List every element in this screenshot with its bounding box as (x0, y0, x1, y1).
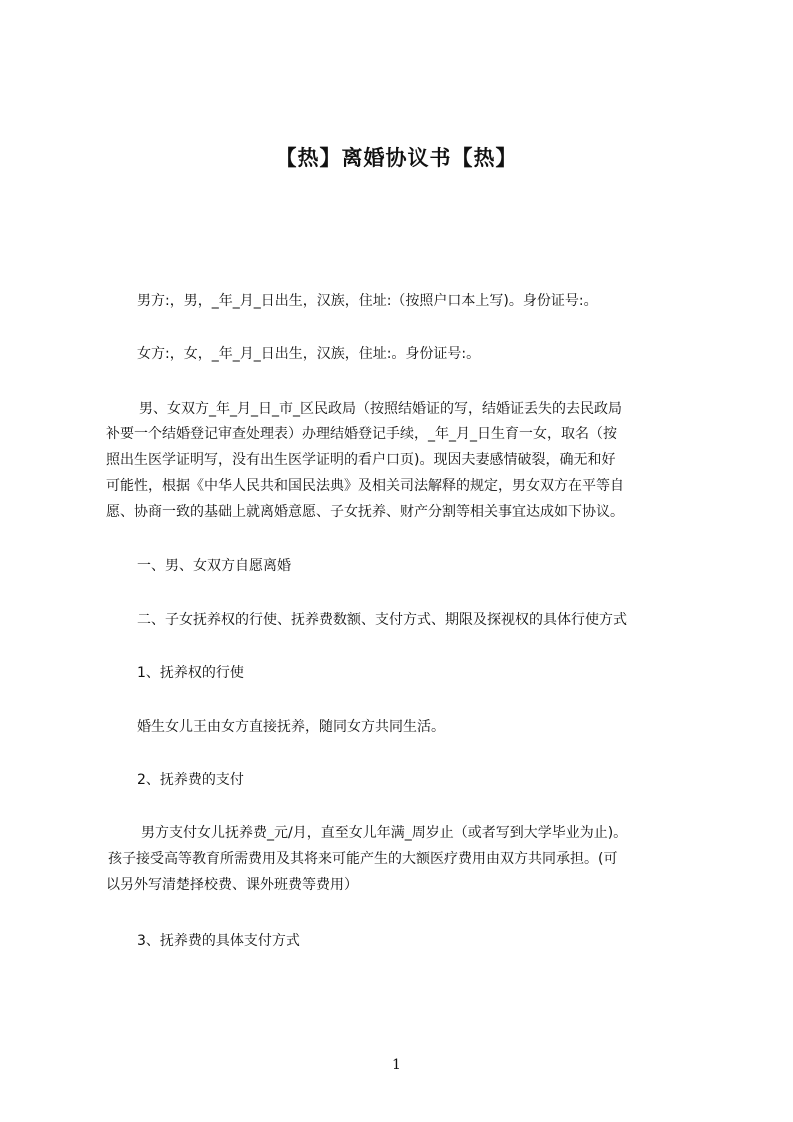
document-title: 【热】离婚协议书【热】 (275, 146, 518, 170)
subsection-1-heading: 1、抚养权的行使 (137, 665, 244, 681)
intro-paragraph-line-2: 补要一个结婚登记审查处理表）办理结婚登记手续，_年_月_日生育一女，取名（按 (106, 426, 617, 442)
intro-paragraph-line-3: 照出生医学证明写，没有出生医学证明的看户口页)。现因夫妻感情破裂，确无和好 (106, 452, 616, 468)
male-party-paragraph: 男方:，男，_年_月_日出生，汉族，住址:（按照户口本上写)。身份证号:。 (137, 293, 598, 309)
intro-paragraph-line-1: 男、女双方_年_月_日_市_区民政局（按照结婚证的写，结婚证丢失的去民政局 (139, 401, 622, 417)
section-1-heading: 一、男、女双方自愿离婚 (137, 558, 291, 574)
subsection-1-text: 婚生女儿王由女方直接抚养，随同女方共同生活。 (137, 719, 445, 735)
subsection-2-line-2: 孩子接受高等教育所需费用及其将来可能产生的大额医疗费用由双方共同承担。(可 (108, 851, 618, 867)
female-party-paragraph: 女方:，女，_年_月_日出生，汉族，住址:。身份证号:。 (137, 346, 481, 362)
page-number: 1 (392, 1057, 401, 1073)
intro-paragraph-line-4: 可能性，根据《中华人民共和国民法典》及相关司法解释的规定，男女双方在平等自 (106, 478, 624, 494)
subsection-2-line-1: 男方支付女儿抚养费_元/月，直至女儿年满_周岁止（或者写到大学毕业为止)。 (141, 825, 628, 841)
section-2-heading: 二、子女抚养权的行使、抚养费数额、支付方式、期限及探视权的具体行使方式 (137, 612, 627, 628)
intro-paragraph-line-5: 愿、协商一致的基础上就离婚意愿、子女抚养、财产分割等相关事宜达成如下协议。 (106, 504, 624, 520)
subsection-3-heading: 3、抚养费的具体支付方式 (137, 933, 300, 949)
subsection-2-heading: 2、抚养费的支付 (137, 772, 244, 788)
subsection-2-line-3: 以另外写清楚择校费、课外班费等费用） (106, 877, 358, 893)
